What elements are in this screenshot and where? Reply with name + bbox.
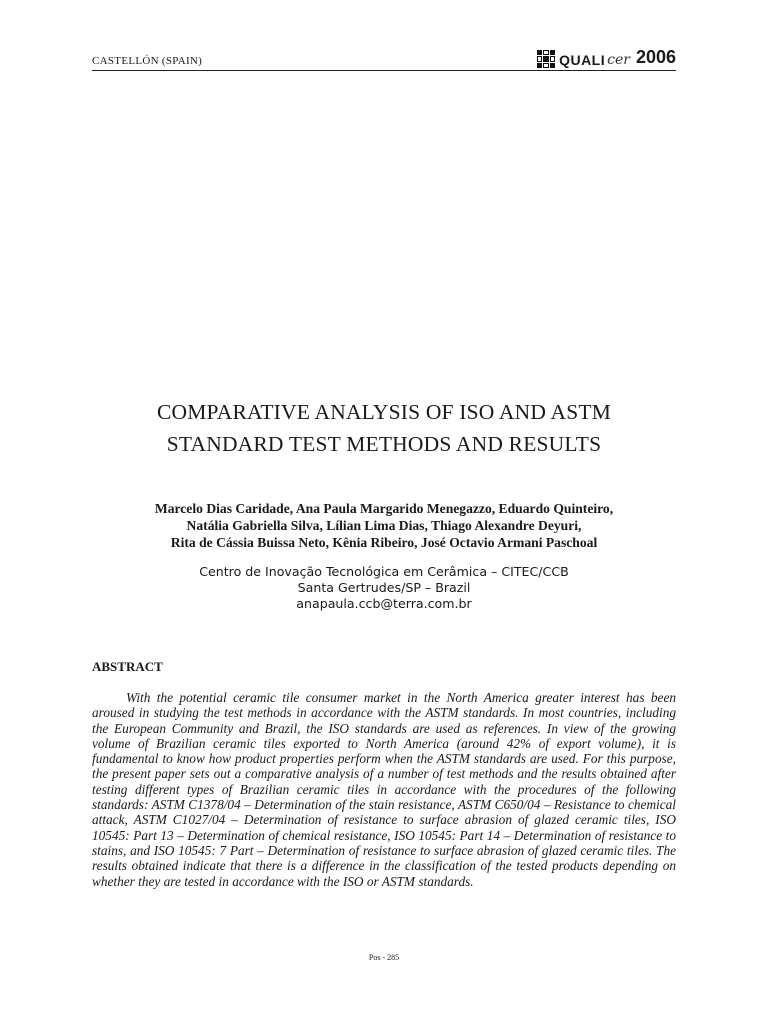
author-list bbox=[92, 500, 676, 551]
logo-script: cer bbox=[607, 52, 630, 68]
affiliation-institution: Centro de Inovação Tecnológica em Cerâmica – CITEC/CCB bbox=[199, 564, 569, 579]
affiliation-email: anapaula.ccb@terra.com.br bbox=[296, 596, 472, 611]
logo-year: 2006 bbox=[635, 47, 676, 67]
title-line: STANDARD TEST METHODS AND RESULTS bbox=[166, 432, 602, 456]
author-line: Marcelo Dias Caridade, Ana Paula Margarido Menegazzo, Eduardo Quinteiro, bbox=[154, 501, 614, 516]
author-line: Natália Gabriella Silva, Lílian Lima Dias, Thiago Alexandre Deyuri, bbox=[186, 518, 582, 533]
title-line: COMPARATIVE ANALYSIS OF ISO AND ASTM bbox=[156, 400, 612, 424]
logo-grid-icon bbox=[537, 50, 555, 68]
affiliation-city: Santa Gertrudes/SP – Brazil bbox=[297, 580, 471, 595]
paper-title bbox=[92, 396, 676, 460]
conference-location: CASTELLÓN (SPAIN) bbox=[92, 55, 203, 67]
logo-text: QUALI bbox=[559, 52, 606, 68]
abstract-text: With the potential ceramic tile consumer market in the North America greater interest has been aroused in studying the test methods in accordance with the ASTM standards. In most countries, including the European Community and Brazil, the ISO standards are used as references. In view of the growing volume of Brazilian ceramic tiles exported to North America (around 42% of export volume), it is fundamental to know how product properties perform when the ASTM standards are used. For this purpose, the present paper sets out a comparative analysis of a number of test methods and the results obtained after testing different types of Brazilian ceramic tiles in accordance with the procedures of the following standards: ASTM C1378/04 – Determination of the stain resistance, ASTM C650/04 – Resistance to chemical attack, ASTM C1027/04 – Determination of resistance to surface abrasion of glazed ceramic tiles, ISO 10545: Part 13 – Determination of chemical resistance, ISO 10545: Part 14 – Determination of resistance to stains, and ISO 10545: 7 Part – Determination of resistance to surface abrasion of glazed ceramic tiles. The results obtained indicate that there is a difference in the classification of the tested products depending on whether they are tested in accordance with the ISO or ASTM standards. bbox=[92, 690, 676, 889]
page-header bbox=[92, 44, 676, 71]
affiliation bbox=[92, 564, 676, 612]
abstract-heading: ABSTRACT bbox=[92, 659, 163, 674]
author-line: Rita de Cássia Buissa Neto, Kênia Ribeiro, José Octavio Armani Paschoal bbox=[170, 535, 598, 550]
qualicer-logo bbox=[537, 47, 676, 68]
page-number: Pos - 285 bbox=[368, 953, 400, 962]
